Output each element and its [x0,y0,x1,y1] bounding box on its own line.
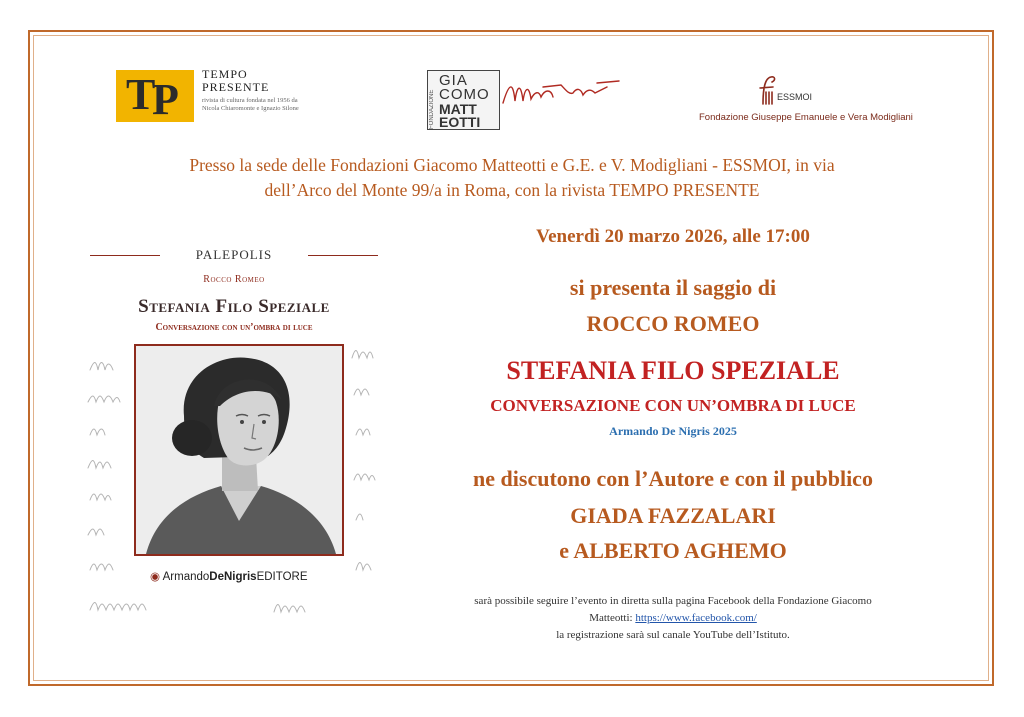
cover-series: PALEPOLIS [195,247,273,262]
matteotti-vertical-label: FONDAZIONE [429,89,435,129]
facebook-link[interactable]: https://www.facebook.com/ [635,612,757,624]
event-book-subtitle: CONVERSAZIONE CON UN’OMBRA DI LUCE [490,396,856,415]
streaming-note [400,593,946,644]
matteotti-word-1: GIA [439,72,468,89]
event-discussion: ne discutono con l’Autore e con il pubblico [473,466,873,491]
matteotti-signature [499,75,624,115]
cover-author: Rocco Romeo [203,274,265,285]
tp-text [202,68,302,112]
publisher-prefix: Armando [162,571,210,583]
cover-title: Stefania Filo Speziale [138,296,330,317]
essmoi-name: Fondazione Giuseppe Emanuele e Vera Modigliani [699,112,913,123]
note-line-3: la registrazione sarà sul canale YouTube dell’Istituto. [556,629,790,641]
tp-title-line2: PRESENTE [202,80,270,94]
publisher-bold: DeNigris [209,571,257,583]
tp-subtitle: rivista di cultura fondata nel 1956 da Nicola Chiaromonte e Ignazio Silone [202,97,299,112]
event-speaker-1: GIADA FAZZALARI [570,503,776,528]
event-speaker-2: e ALBERTO AGHEMO [559,538,787,563]
author-portrait [134,344,344,556]
intro-line-1: Presso la sede delle Fondazioni Giacomo Matteotti e G.E. e V. Modigliani - ESSMOI, in via [189,155,835,175]
tp-letter-t: T [126,70,156,119]
book-cover [84,240,384,635]
intro-text [90,153,934,203]
event-publisher-year: Armando De Nigris 2025 [609,424,737,438]
matteotti-box [427,70,500,130]
intro-line-2: dell’Arco del Monte 99/a in Roma, con la rivista TEMPO PRESENTE [264,180,760,200]
note-line-1: sarà possibile seguire l’evento in diretta sulla pagina Facebook della Fondazione Giacomo [474,595,872,607]
tp-title-line1: TEMPO [202,67,248,81]
matteotti-logo [427,70,627,132]
tp-monogram [116,70,194,122]
tempo-presente-logo [116,67,306,125]
event-author: ROCCO ROMEO [586,311,760,336]
publisher-suffix: EDITORE [256,571,308,583]
event-book-title: STEFANIA FILO SPEZIALE [506,356,840,385]
matteotti-word-3: MATT [439,101,477,117]
essmoi-acronym: ESSMOI [777,92,813,102]
matteotti-word-4: EOTTI [439,114,481,130]
cover-publisher [150,569,308,583]
essmoi-mark-icon [757,74,779,106]
matteotti-word-2: COMO [439,86,490,103]
note-line-2 [400,610,946,627]
tp-letter-p: P [152,75,179,124]
publisher-logo-icon: ◉ [150,571,161,583]
event-presents: si presenta il saggio di [569,275,777,300]
essmoi-logo [697,74,927,126]
cover-subtitle: Conversazione con un’ombra di luce [155,322,313,333]
note-line-2-prefix: Matteotti: [589,612,636,624]
portrait-illustration [136,346,342,554]
event-date: Venerdì 20 marzo 2026, alle 17:00 [536,226,810,247]
